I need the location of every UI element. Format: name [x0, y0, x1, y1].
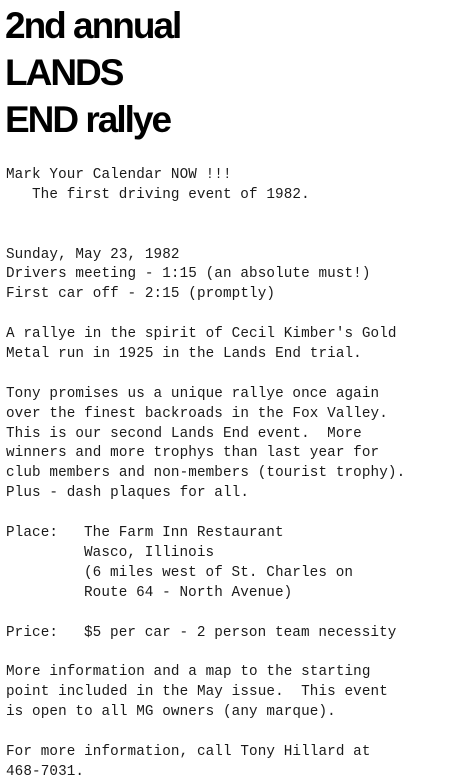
event-title [5, 2, 180, 143]
spacer [6, 365, 458, 385]
place-directions-1: (6 miles west of St. Charles on [84, 564, 354, 581]
more-info-section [6, 663, 458, 723]
title-line-2: LANDS [5, 52, 123, 93]
spirit-line-1: A rallye in the spirit of Cecil Kimber's Gold [6, 326, 397, 343]
event-date: Sunday, May 23, 1982 [6, 246, 180, 263]
contact-phone: 468-7031. [6, 763, 85, 775]
title-line-3: END rallye [5, 99, 171, 140]
description-line-6: Plus - dash plaques for all. [6, 485, 250, 502]
schedule-section [6, 246, 458, 306]
spacer [6, 305, 458, 325]
place-label: Place: [6, 525, 59, 542]
price-label: Price: [6, 624, 59, 641]
price-value: $5 per car - 2 person team necessity [84, 624, 397, 641]
spirit-line-2: Metal run in 1925 in the Lands End trial. [6, 346, 362, 363]
intro-section [6, 166, 458, 206]
contact-section [6, 743, 458, 775]
intro-line-1: Mark Your Calendar NOW !!! [6, 167, 232, 183]
place-town: Wasco, Illinois [84, 544, 215, 561]
place-row [6, 524, 458, 544]
description-line-1: Tony promises us a unique rallye once again [6, 385, 380, 402]
price-row [6, 624, 458, 644]
description-line-2: over the finest backroads in the Fox Valley. [6, 405, 388, 422]
description-line-3: This is our second Lands End event. More [6, 425, 362, 442]
title-line-1: 2nd annual [5, 5, 181, 46]
drivers-meeting: Drivers meeting - 1:15 (an absolute must!) [6, 266, 371, 283]
spirit-section [6, 325, 458, 365]
spacer [6, 643, 458, 663]
spacer [6, 504, 458, 524]
place-section [6, 524, 458, 604]
first-car-off: First car off - 2:15 (promptly) [6, 286, 276, 303]
spacer [6, 723, 458, 743]
more-info-line-1: More information and a map to the starting [6, 664, 371, 681]
price-section [6, 624, 458, 644]
spacer [6, 206, 458, 246]
more-info-line-3: is open to all MG owners (any marque). [6, 704, 336, 721]
more-info-line-2: point included in the May issue. This event [6, 684, 388, 701]
spacer [6, 604, 458, 624]
contact-line-1: For more information, call Tony Hillard at [6, 743, 371, 760]
description-line-5: club members and non-members (tourist trophy). [6, 465, 406, 482]
intro-line-2: The first driving event of 1982. [32, 186, 310, 203]
place-venue: The Farm Inn Restaurant [84, 525, 284, 542]
description-line-4: winners and more trophys than last year for [6, 445, 380, 462]
event-details [6, 166, 458, 775]
description-section [6, 385, 458, 504]
place-directions-2: Route 64 - North Avenue) [84, 584, 293, 601]
